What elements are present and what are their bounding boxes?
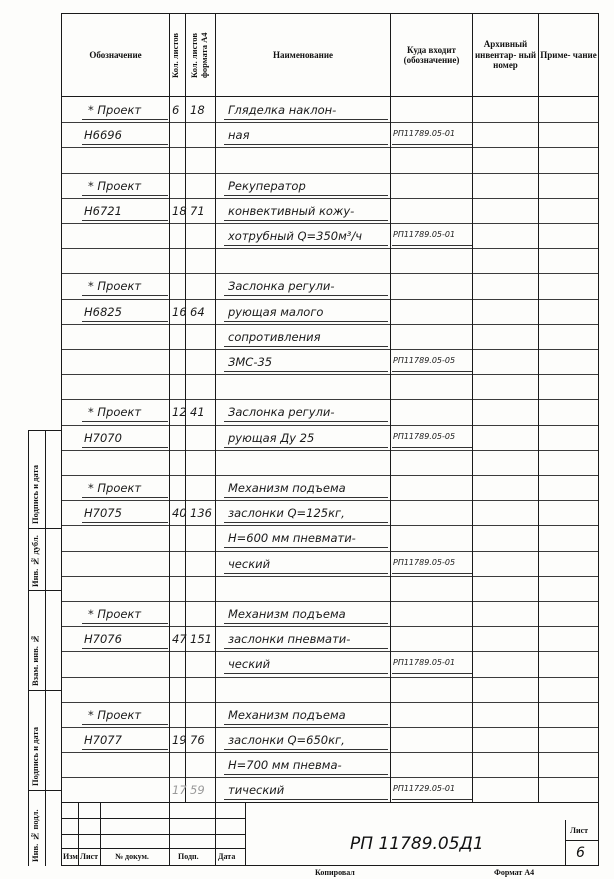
- cell-designation: * Проект: [88, 179, 142, 193]
- cell-name: Рекуператор: [228, 179, 306, 193]
- handwriting-baseline: [82, 648, 168, 649]
- handwriting-baseline: [82, 749, 168, 750]
- handwriting-baseline: [224, 573, 388, 574]
- cell-designation: Н6721: [84, 204, 122, 218]
- side-label-replace-inv: Взам. инв. №: [30, 633, 40, 686]
- cell-sheets-count: 19: [172, 733, 187, 747]
- cell-sheets-a4: 18: [190, 103, 205, 117]
- frame-bottom-line: [61, 865, 599, 866]
- handwriting-baseline: [224, 371, 388, 372]
- cell-sheets-a4: 41: [190, 405, 205, 419]
- frame-left-line: [61, 13, 62, 866]
- cell-name: Механизм подъема: [228, 607, 346, 621]
- title-sheet-label: Лист: [570, 826, 589, 835]
- col-divider-3: [215, 13, 216, 802]
- strip-line-2: [28, 590, 61, 591]
- cell-name: ЗМС-35: [228, 355, 273, 369]
- row-line: [61, 576, 599, 577]
- cell-designation: Н7075: [84, 506, 122, 520]
- row-line: [61, 752, 599, 753]
- title-col-list: [100, 802, 101, 865]
- title-col-sign: [215, 802, 216, 865]
- cell-name: рующая малого: [228, 305, 324, 319]
- side-label-sign-date-1: Подпись и дата: [30, 465, 40, 524]
- handwriting-baseline: [224, 346, 388, 347]
- cell-name: заслонки Q=650кг,: [228, 733, 345, 747]
- row-line: [61, 500, 599, 501]
- title-col-doc: [169, 802, 170, 865]
- strip-outer-line: [28, 430, 29, 866]
- row-line: [61, 324, 599, 325]
- cell-name: Механизм подъема: [228, 481, 346, 495]
- cell-designation: * Проект: [88, 103, 142, 117]
- cell-designation: Н7076: [84, 632, 122, 646]
- cell-destination: РП11789.05-01: [393, 129, 456, 138]
- handwriting-baseline: [82, 623, 168, 624]
- side-label-dup-inv: Инв. № дубл.: [30, 535, 40, 587]
- header-sheets-count: Кол. листов: [170, 32, 180, 78]
- row-line: [61, 399, 599, 400]
- header-destination: Куда входит (обозначение): [403, 44, 460, 65]
- handwriting-baseline: [224, 321, 388, 322]
- handwriting-baseline: [224, 648, 388, 649]
- handwriting-baseline: [82, 321, 168, 322]
- strip-inner-line: [45, 430, 46, 866]
- row-line: [61, 147, 599, 148]
- cell-destination: РП11789.05-05: [393, 356, 456, 365]
- frame-right-line: [598, 13, 599, 866]
- handwriting-baseline: [82, 421, 168, 422]
- row-line: [61, 374, 599, 375]
- handwriting-baseline: [82, 724, 168, 725]
- row-line: [61, 223, 599, 224]
- handwriting-baseline: [224, 774, 388, 775]
- handwriting-baseline: [392, 573, 472, 574]
- cell-designation: Н7070: [84, 431, 122, 445]
- cell-sheets-count: 6: [172, 103, 180, 117]
- cell-sheets-count: 12: [172, 405, 187, 419]
- cell-name: заслонки пневмати-: [228, 632, 351, 646]
- cell-name: ческий: [228, 557, 271, 571]
- handwriting-baseline: [224, 522, 388, 523]
- cell-designation: * Проект: [88, 607, 142, 621]
- cell-destination: РП11789.05-05: [393, 558, 456, 567]
- handwriting-baseline: [224, 673, 388, 674]
- title-sheet-number: 6: [576, 845, 585, 861]
- cell-destination: РП11789.05-05: [393, 432, 456, 441]
- title-col-date: [245, 802, 246, 865]
- row-line: [61, 173, 599, 174]
- cell-designation: Н7077: [84, 733, 122, 747]
- cell-sheets-a4: 59: [190, 783, 205, 797]
- cell-designation: Н6696: [84, 128, 122, 142]
- title-sheet-line: [565, 840, 599, 841]
- handwriting-baseline: [392, 673, 472, 674]
- header-name: Наименование: [273, 49, 333, 60]
- footer-format: Формат А4: [494, 868, 535, 877]
- cell-name: Гляделка наклон-: [228, 103, 337, 117]
- cell-name: рующая Ду 25: [228, 431, 315, 445]
- cell-designation: * Проект: [88, 708, 142, 722]
- col-divider-4: [390, 13, 391, 802]
- cell-name: Н=600 мм пневмати-: [228, 531, 356, 545]
- handwriting-baseline: [224, 447, 388, 448]
- header-bottom-line: [61, 96, 599, 97]
- cell-destination: РП11789.05-01: [393, 658, 456, 667]
- cell-sheets-count: 40: [172, 506, 187, 520]
- cell-sheets-count: 17: [172, 783, 187, 797]
- row-line: [61, 525, 599, 526]
- header-designation: Обозначение: [89, 49, 142, 60]
- cell-name: Заслонка регули-: [228, 405, 335, 419]
- handwriting-baseline: [224, 295, 388, 296]
- cell-name: Заслонка регули-: [228, 279, 335, 293]
- title-date: Дата: [218, 852, 236, 861]
- handwriting-baseline: [82, 497, 168, 498]
- cell-name: ческий: [228, 657, 271, 671]
- handwriting-baseline: [82, 144, 168, 145]
- handwriting-baseline: [392, 371, 472, 372]
- row-line: [61, 702, 599, 703]
- handwriting-baseline: [82, 522, 168, 523]
- title-izm: Изм: [63, 852, 78, 861]
- handwriting-baseline: [224, 799, 388, 800]
- row-line: [61, 677, 599, 678]
- footer-copied: Копировал: [315, 868, 355, 877]
- handwriting-baseline: [224, 144, 388, 145]
- row-line: [61, 727, 599, 728]
- row-line: [61, 626, 599, 627]
- title-doc-no: № докум.: [115, 852, 149, 861]
- cell-sheets-a4: 151: [190, 632, 212, 646]
- row-line: [61, 122, 599, 123]
- cell-name: сопротивления: [228, 330, 321, 344]
- cell-name: ная: [228, 128, 250, 142]
- cell-sheets-a4: 64: [190, 305, 205, 319]
- row-line: [61, 349, 599, 350]
- cell-sheets-count: 16: [172, 305, 187, 319]
- row-line: [61, 425, 599, 426]
- row-line: [61, 273, 599, 274]
- row-line: [61, 601, 599, 602]
- cell-designation: * Проект: [88, 405, 142, 419]
- side-label-orig-inv: Инв. № подл.: [30, 809, 40, 862]
- title-sign: Подп.: [178, 852, 199, 861]
- cell-designation: Н6825: [84, 305, 122, 319]
- strip-line-4: [28, 790, 61, 791]
- row-line: [61, 777, 599, 778]
- cell-sheets-a4: 136: [190, 506, 212, 520]
- row-line: [61, 299, 599, 300]
- title-list: Лист: [80, 852, 99, 861]
- handwriting-baseline: [392, 245, 472, 246]
- strip-line-0: [28, 430, 61, 431]
- cell-sheets-count: 18: [172, 204, 187, 218]
- handwriting-baseline: [392, 447, 472, 448]
- handwriting-baseline: [224, 497, 388, 498]
- title-col-izm: [78, 802, 79, 865]
- cell-name: тический: [228, 783, 285, 797]
- col-divider-5: [472, 13, 473, 802]
- handwriting-baseline: [224, 547, 388, 548]
- row-line: [61, 551, 599, 552]
- handwriting-baseline: [82, 119, 168, 120]
- row-line: [61, 475, 599, 476]
- handwriting-baseline: [82, 447, 168, 448]
- handwriting-baseline: [224, 421, 388, 422]
- handwriting-baseline: [224, 220, 388, 221]
- handwriting-baseline: [82, 220, 168, 221]
- header-archive: Архивный инвентар- ный номер: [474, 39, 537, 71]
- cell-name: хотрубный Q=350м³/ч: [228, 229, 363, 243]
- row-line: [61, 450, 599, 451]
- cell-name: заслонки Q=125кг,: [228, 506, 345, 520]
- header-sheets-a4: Кол. листов формата А4: [189, 32, 209, 78]
- row-line: [61, 248, 599, 249]
- title-row-line-3: [61, 848, 245, 849]
- handwriting-baseline: [392, 144, 472, 145]
- cell-sheets-a4: 71: [190, 204, 205, 218]
- title-top-line: [61, 802, 599, 803]
- col-divider-1: [169, 13, 170, 802]
- document-code: РП 11789.05Д1: [350, 834, 484, 854]
- row-line: [61, 198, 599, 199]
- handwriting-baseline: [82, 295, 168, 296]
- side-label-sign-date-2: Подпись и дата: [30, 727, 40, 786]
- header-note: Приме- чание: [540, 49, 597, 60]
- title-row-line-1: [61, 818, 245, 819]
- handwriting-baseline: [224, 245, 388, 246]
- cell-sheets-count: 47: [172, 632, 187, 646]
- handwriting-baseline: [82, 195, 168, 196]
- handwriting-baseline: [224, 195, 388, 196]
- handwriting-baseline: [224, 623, 388, 624]
- cell-name: Механизм подъема: [228, 708, 346, 722]
- cell-name: конвективный кожу-: [228, 204, 355, 218]
- handwriting-baseline: [224, 724, 388, 725]
- handwriting-baseline: [224, 119, 388, 120]
- handwriting-baseline: [392, 799, 472, 800]
- col-divider-6: [538, 13, 539, 802]
- cell-designation: * Проект: [88, 481, 142, 495]
- cell-sheets-a4: 76: [190, 733, 205, 747]
- cell-name: Н=700 мм пневма-: [228, 758, 342, 772]
- strip-line-3: [28, 690, 61, 691]
- cell-destination: РП11789.05-01: [393, 230, 456, 239]
- row-line: [61, 651, 599, 652]
- strip-line-1: [28, 528, 61, 529]
- title-row-line-2: [61, 834, 245, 835]
- handwriting-baseline: [224, 749, 388, 750]
- cell-destination: РП11729.05-01: [393, 784, 456, 793]
- cell-designation: * Проект: [88, 279, 142, 293]
- title-col-sheet: [565, 820, 566, 865]
